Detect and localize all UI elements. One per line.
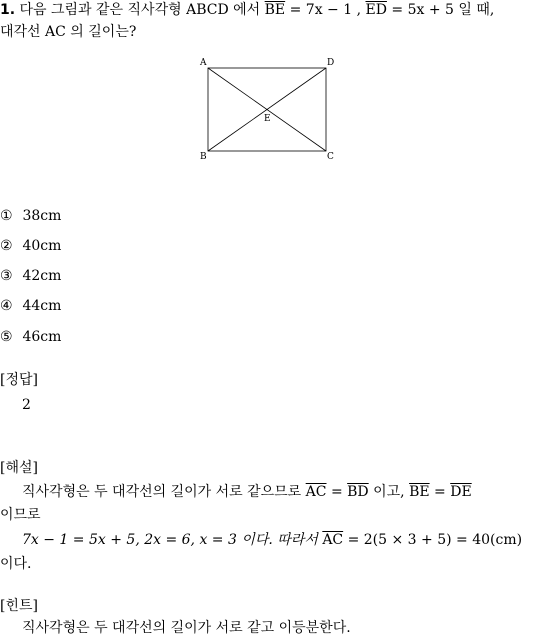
segment-be: $\overline{BE}$ [264,2,286,18]
choice-text: 40cm [22,238,62,254]
segment-de: $\overline{DE}$ [450,484,472,500]
explanation-line-2: 이므로 [0,507,41,523]
segment-be: $\overline{BE}$ [409,484,430,500]
explanation-text: 직사각형은 두 대각선의 길이가 서로 같으므로 [22,484,302,500]
hint-text: 직사각형은 두 대각선의 길이가 서로 같고 이등분한다. [22,620,351,636]
segment-ed: $\overline{ED}$ [365,2,387,18]
choice-text: 44cm [22,298,62,314]
explanation-line-3 [0,530,522,550]
segment-ac: $\overline{AC}$ [305,484,327,500]
equation-be: = 7x − 1 , [289,2,362,18]
question-number: 1. [0,2,16,18]
label-d: D [327,58,335,68]
choice-text: 42cm [22,268,62,284]
explanation-line-1 [0,482,472,502]
question-line-1 [0,0,494,20]
label-a: A [200,58,207,68]
explanation-text: 이고, [373,484,405,500]
equation-ed: = 5x + 5 일 때, [391,2,495,18]
segment-ac: $\overline{AC}$ [322,532,344,548]
choice-4[interactable] [0,296,61,316]
explanation-label: [해설] [0,460,38,476]
choice-mark: ④ [0,298,13,314]
choice-mark: ③ [0,268,13,284]
choice-text: 46cm [22,329,62,345]
hint-label: [힌트] [0,598,38,614]
question-line-2: 대각선 AC 의 길이는? [0,24,137,40]
explanation-line-4: 이다. [0,556,32,572]
choice-3[interactable] [0,266,61,286]
choice-1[interactable] [0,206,61,226]
choice-mark: ① [0,208,13,224]
segment-bd: $\overline{BD}$ [347,484,369,500]
answer-label: [정답] [0,372,38,388]
answer-value: 2 [22,397,31,413]
equals-sign: = [434,484,446,500]
explanation-equation: 7x − 1 = 5x + 5, 2x = 6, x = 3 이다. 따라서 [22,532,318,548]
label-b: B [200,152,207,162]
question-text-1: 다음 그림과 같은 직사각형 ABCD 에서 [19,2,261,18]
label-c: C [327,152,334,162]
choice-5[interactable] [0,327,61,347]
equals-sign: = [330,484,343,500]
choice-mark: ⑤ [0,329,13,345]
rectangle-figure [195,55,340,165]
label-e: E [264,114,271,124]
choice-mark: ② [0,238,13,254]
explanation-result: = 2(5 × 3 + 5) = 40(cm) [347,532,523,548]
choice-text: 38cm [22,208,62,224]
choice-2[interactable] [0,236,61,256]
